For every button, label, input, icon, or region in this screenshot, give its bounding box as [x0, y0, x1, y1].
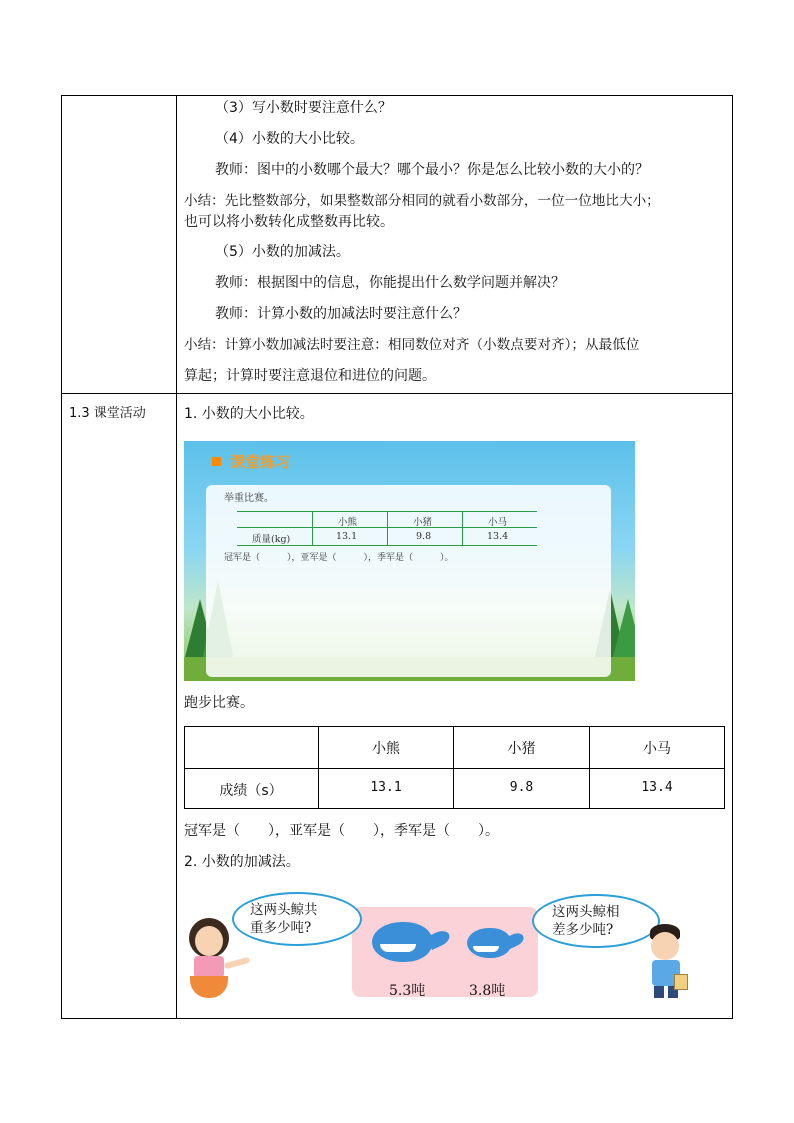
table-left-border [61, 95, 62, 1019]
run-value-bear: 13.1 [370, 780, 402, 795]
whale2-weight: 3.8吨 [469, 983, 506, 999]
whale-image [184, 890, 684, 1002]
running-table [184, 726, 725, 809]
practice-value-pig: 9.8 [416, 531, 432, 542]
right-bubble-line2: 差多少吨? [552, 922, 614, 938]
whale1-weight: 5.3吨 [389, 983, 426, 999]
practice-col-bear: 小熊 [338, 517, 358, 528]
big-whale-icon [372, 922, 432, 962]
teacher-question-problem: 教师：根据图中的信息，你能提出什么数学问题并解决？ [215, 275, 565, 291]
table-right-border [732, 95, 733, 1019]
left-speech-bubble [232, 892, 362, 946]
practice-value-horse: 13.4 [487, 531, 509, 542]
section-label: 1.3 课堂活动 [69, 406, 146, 421]
run-header-pig: 小猪 [507, 741, 536, 757]
summary-compare-line2: 也可以将小数转化成整数再比较。 [184, 214, 394, 230]
right-bubble-line1: 这两头鲸相 [552, 904, 620, 920]
practice-col-pig: 小猪 [413, 517, 433, 528]
summary-add-sub-line2: 算起；计算时要注意退位和进位的问题。 [184, 368, 436, 384]
running-title: 跑步比赛。 [184, 695, 254, 711]
left-bubble-line2: 重多少吨? [250, 920, 312, 936]
practice-answer-line: 冠军是（ ），亚军是（ ），季军是（ ）。 [224, 553, 454, 563]
table-row-divider [61, 393, 733, 394]
table-column-divider [176, 95, 177, 1019]
question-5: （5）小数的加减法。 [215, 244, 350, 260]
table-top-border [61, 95, 733, 96]
run-value-horse: 13.4 [641, 780, 673, 795]
teacher-question-attention: 教师：计算小数的加减法时要注意什么？ [215, 306, 467, 322]
run-header-horse: 小马 [643, 741, 671, 757]
practice-card [206, 485, 611, 677]
activity-item-1: 1. 小数的大小比较。 [184, 406, 314, 422]
practice-image [184, 441, 635, 681]
right-speech-bubble [532, 894, 660, 948]
practice-row-label: 质量(kg) [252, 534, 291, 545]
teacher-question-compare: 教师：图中的小数哪个最大？哪个最小？你是怎么比较小数的大小的？ [215, 162, 649, 178]
run-header-bear: 小熊 [372, 741, 400, 757]
small-whale-icon [467, 928, 511, 958]
table-bottom-border [61, 1018, 733, 1019]
run-value-pig: 9.8 [509, 780, 534, 795]
practice-title: 举重比赛。 [224, 493, 274, 504]
run-row-label: 成绩（s） [219, 783, 283, 799]
left-bubble-line1: 这两头鲸共 [250, 902, 318, 918]
summary-add-sub-line1: 小结：计算小数加减法时要注意：相同数位对齐（小数点要对齐）；从最低位 [184, 337, 640, 353]
summary-compare-line1: 小结：先比整数部分，如果整数部分相同的就看小数部分，一位一位地比大小； [184, 193, 660, 209]
question-4: （4）小数的大小比较。 [215, 131, 364, 147]
running-answer-line: 冠军是（ ），亚军是（ ），季军是（ ）。 [184, 823, 499, 839]
practice-header: 课堂练习 [230, 453, 291, 471]
activity-item-2: 2. 小数的加减法。 [184, 854, 300, 870]
practice-col-horse: 小马 [488, 517, 508, 528]
question-3: （3）写小数时要注意什么？ [215, 100, 392, 116]
header-bullet-icon [212, 457, 221, 466]
practice-value-bear: 13.1 [336, 531, 358, 542]
